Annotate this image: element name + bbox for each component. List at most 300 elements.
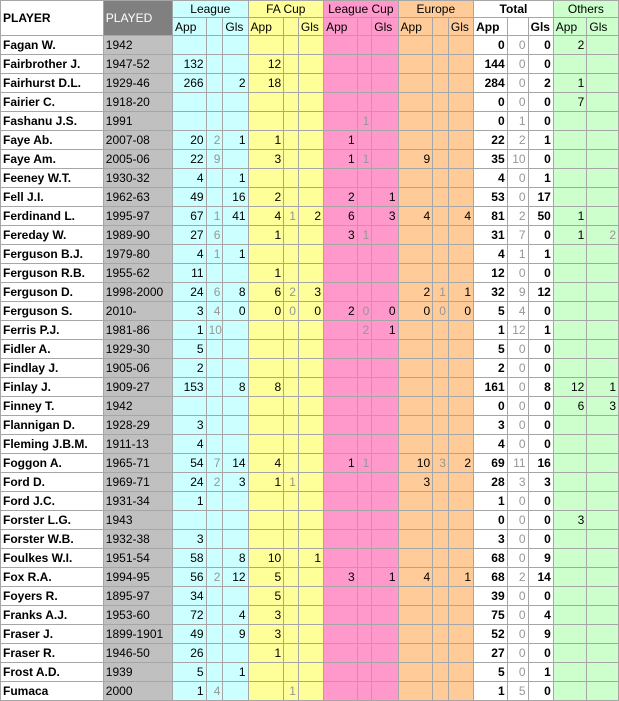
to-app-cell: 5 — [474, 302, 508, 321]
lg-sub-app-cell — [206, 663, 223, 682]
lg-gls-cell — [223, 435, 248, 454]
eu-app-cell — [398, 606, 433, 625]
lc-gls-cell — [372, 378, 398, 397]
lc-sub-app-cell — [357, 625, 372, 644]
lc-sub-app-cell — [357, 606, 372, 625]
eu-sub-app-cell — [433, 264, 449, 283]
ot-gls-cell — [587, 245, 619, 264]
to-gls-cell: 1 — [528, 663, 553, 682]
lg-gls-cell: 0 — [223, 302, 248, 321]
to-app-cell: 39 — [474, 587, 508, 606]
ot-gls-cell — [587, 606, 619, 625]
to-app-cell: 1 — [474, 492, 508, 511]
table-row — [1, 188, 619, 207]
lg-sub-app-cell — [206, 511, 223, 530]
played-years: 1998-2000 — [103, 283, 172, 302]
to-sub-app-cell: 0 — [507, 606, 528, 625]
eu-sub-app-cell — [433, 74, 449, 93]
fa-gls-cell: 0 — [298, 302, 323, 321]
to-app-cell: 4 — [474, 169, 508, 188]
lc-gls-cell — [372, 511, 398, 530]
eu-sub-app-cell — [433, 55, 449, 74]
ot-sub-header-app: App — [553, 18, 587, 36]
player-name: Fashanu J.S. — [1, 112, 104, 131]
played-years: 2000 — [103, 682, 172, 701]
fa-sub-app-cell — [284, 131, 299, 150]
fa-app-cell — [248, 340, 284, 359]
lg-app-cell: 58 — [173, 549, 207, 568]
lc-sub-app-cell — [357, 264, 372, 283]
played-years: 1918-20 — [103, 93, 172, 112]
to-sub-app-cell: 12 — [507, 321, 528, 340]
fa-gls-cell — [298, 112, 323, 131]
played-years: 2010- — [103, 302, 172, 321]
to-app-cell: 35 — [474, 150, 508, 169]
eu-gls-cell — [448, 644, 473, 663]
ot-app-cell — [553, 55, 587, 74]
fa-gls-cell — [298, 321, 323, 340]
to-app-cell: 4 — [474, 435, 508, 454]
to-gls-cell: 0 — [528, 587, 553, 606]
eu-app-cell — [398, 245, 433, 264]
fa-gls-cell — [298, 587, 323, 606]
lg-gls-cell: 8 — [223, 549, 248, 568]
lc-app-cell — [324, 625, 358, 644]
to-sub-app-cell: 0 — [507, 435, 528, 454]
lg-app-cell: 1 — [173, 321, 207, 340]
lg-gls-cell: 12 — [223, 568, 248, 587]
eu-sub-app-cell — [433, 226, 449, 245]
ot-gls-cell — [587, 473, 619, 492]
eu-sub-app-cell — [433, 340, 449, 359]
lg-app-cell: 49 — [173, 188, 207, 207]
lg-gls-cell — [223, 340, 248, 359]
player-name: Fraser R. — [1, 644, 104, 663]
fa-gls-cell — [298, 55, 323, 74]
fa-sub-app-cell — [284, 112, 299, 131]
fa-sub-app-cell — [284, 150, 299, 169]
eu-app-cell — [398, 416, 433, 435]
to-gls-cell: 0 — [528, 150, 553, 169]
lg-app-cell: 3 — [173, 302, 207, 321]
lg-app-cell: 24 — [173, 283, 207, 302]
lc-app-cell: 3 — [324, 568, 358, 587]
to-gls-cell: 16 — [528, 454, 553, 473]
ot-app-cell — [553, 264, 587, 283]
lc-app-cell — [324, 663, 358, 682]
ot-app-cell — [553, 321, 587, 340]
fa-sub-header-app: App — [248, 18, 284, 36]
lc-sub-app-cell — [357, 340, 372, 359]
fa-sub-app-cell — [284, 169, 299, 188]
to-gls-cell: 0 — [528, 682, 553, 701]
lg-app-cell: 67 — [173, 207, 207, 226]
lg-app-cell — [173, 397, 207, 416]
played-years: 1942 — [103, 397, 172, 416]
fa-gls-cell — [298, 397, 323, 416]
fa-gls-cell — [298, 511, 323, 530]
eu-app-cell — [398, 188, 433, 207]
ot-gls-cell — [587, 74, 619, 93]
lc-sub-app-cell — [357, 587, 372, 606]
lc-app-cell: 6 — [324, 207, 358, 226]
lg-sub-app-cell — [206, 359, 223, 378]
lc-app-cell — [324, 397, 358, 416]
eu-app-cell — [398, 397, 433, 416]
played-years: 1929-30 — [103, 340, 172, 359]
lg-app-cell: 22 — [173, 150, 207, 169]
ot-app-cell — [553, 283, 587, 302]
to-app-cell: 81 — [474, 207, 508, 226]
to-sub-app-cell: 2 — [507, 568, 528, 587]
player-name: Ferguson B.J. — [1, 245, 104, 264]
fa-app-cell — [248, 397, 284, 416]
fa-app-cell: 8 — [248, 378, 284, 397]
ot-app-cell — [553, 359, 587, 378]
fa-app-cell — [248, 663, 284, 682]
lc-gls-cell — [372, 549, 398, 568]
ot-app-cell — [553, 663, 587, 682]
to-app-cell: 0 — [474, 112, 508, 131]
eu-sub-app-cell — [433, 207, 449, 226]
ot-gls-cell — [587, 454, 619, 473]
to-sub-app-cell: 0 — [507, 264, 528, 283]
table-row — [1, 226, 619, 245]
lg-gls-cell — [223, 492, 248, 511]
played-years: 1965-71 — [103, 454, 172, 473]
lc-sub-app-cell — [357, 74, 372, 93]
total-group-header: Total — [474, 1, 554, 18]
played-years: 1969-71 — [103, 473, 172, 492]
ot-app-cell — [553, 131, 587, 150]
lg-gls-cell: 9 — [223, 625, 248, 644]
eu-gls-cell: 1 — [448, 568, 473, 587]
fa-app-cell — [248, 435, 284, 454]
to-sub-app-cell: 0 — [507, 492, 528, 511]
eu-app-cell: 9 — [398, 150, 433, 169]
eu-sub-app-cell — [433, 663, 449, 682]
lg-app-cell: 266 — [173, 74, 207, 93]
played-years: 1909-27 — [103, 378, 172, 397]
played-years: 1943 — [103, 511, 172, 530]
to-sub-app-cell: 10 — [507, 150, 528, 169]
ot-app-cell — [553, 587, 587, 606]
ot-gls-cell — [587, 283, 619, 302]
fa-sub-app-cell — [284, 416, 299, 435]
fa-app-cell: 5 — [248, 587, 284, 606]
to-gls-cell: 0 — [528, 397, 553, 416]
player-name: Fereday W. — [1, 226, 104, 245]
fa-sub-app-cell — [284, 321, 299, 340]
group-header-row — [1, 1, 619, 18]
eu-app-cell: 3 — [398, 473, 433, 492]
to-sub-app-cell: 0 — [507, 549, 528, 568]
lc-sub-app-cell: 0 — [357, 302, 372, 321]
ot-gls-cell — [587, 264, 619, 283]
eu-gls-cell — [448, 549, 473, 568]
lc-app-cell: 1 — [324, 150, 358, 169]
lg-gls-cell: 41 — [223, 207, 248, 226]
fa-app-cell: 2 — [248, 188, 284, 207]
table-row — [1, 207, 619, 226]
lc-gls-cell — [372, 663, 398, 682]
ot-app-cell: 6 — [553, 397, 587, 416]
fa-gls-cell — [298, 359, 323, 378]
to-gls-cell: 0 — [528, 36, 553, 55]
player-name: Finney T. — [1, 397, 104, 416]
lg-sub-app-cell: 1 — [206, 245, 223, 264]
ot-app-cell: 3 — [553, 511, 587, 530]
eu-app-cell — [398, 93, 433, 112]
player-name: Fidler A. — [1, 340, 104, 359]
table-row — [1, 644, 619, 663]
lg-sub-app-cell: 10 — [206, 321, 223, 340]
fa-sub-app-cell — [284, 55, 299, 74]
lg-app-cell: 1 — [173, 492, 207, 511]
lg-gls-cell — [223, 416, 248, 435]
lc-gls-cell — [372, 245, 398, 264]
fa-sub-app-cell — [284, 530, 299, 549]
eu-gls-cell — [448, 682, 473, 701]
eu-gls-cell — [448, 663, 473, 682]
to-sub-app-cell: 7 — [507, 226, 528, 245]
player-name: Fairhurst D.L. — [1, 74, 104, 93]
eu-gls-cell — [448, 625, 473, 644]
to-gls-cell: 14 — [528, 568, 553, 587]
lg-app-cell: 2 — [173, 359, 207, 378]
eu-app-cell: 4 — [398, 568, 433, 587]
lc-app-cell: 2 — [324, 188, 358, 207]
eu-sub-header-blank — [433, 18, 449, 36]
eu-app-cell — [398, 36, 433, 55]
fa-gls-cell — [298, 150, 323, 169]
to-gls-cell: 0 — [528, 302, 553, 321]
to-gls-cell: 1 — [528, 321, 553, 340]
lc-sub-app-cell — [357, 682, 372, 701]
eu-gls-cell — [448, 93, 473, 112]
lc-gls-cell — [372, 473, 398, 492]
lg-sub-app-cell — [206, 625, 223, 644]
lc-app-cell — [324, 416, 358, 435]
eu-sub-app-cell — [433, 549, 449, 568]
fa-sub-app-cell — [284, 644, 299, 663]
lg-sub-app-cell: 1 — [206, 207, 223, 226]
lc-app-cell: 3 — [324, 226, 358, 245]
lg-sub-app-cell — [206, 435, 223, 454]
to-sub-app-cell: 5 — [507, 682, 528, 701]
eu-sub-app-cell — [433, 530, 449, 549]
to-app-cell: 53 — [474, 188, 508, 207]
eu-sub-app-cell — [433, 435, 449, 454]
fa-app-cell: 18 — [248, 74, 284, 93]
to-sub-app-cell: 0 — [507, 378, 528, 397]
to-sub-app-cell: 0 — [507, 587, 528, 606]
lc-app-cell: 2 — [324, 302, 358, 321]
lg-gls-cell: 8 — [223, 283, 248, 302]
ot-gls-cell — [587, 55, 619, 74]
to-app-cell: 5 — [474, 663, 508, 682]
fa-gls-cell — [298, 264, 323, 283]
eu-gls-cell — [448, 188, 473, 207]
fa-gls-cell — [298, 131, 323, 150]
to-sub-app-cell: 0 — [507, 397, 528, 416]
ot-app-cell — [553, 530, 587, 549]
to-sub-app-cell: 0 — [507, 530, 528, 549]
to-gls-cell: 0 — [528, 264, 553, 283]
fa-sub-app-cell — [284, 188, 299, 207]
lg-sub-app-cell — [206, 340, 223, 359]
eu-gls-cell — [448, 511, 473, 530]
lc-sub-app-cell — [357, 188, 372, 207]
played-years: 1905-06 — [103, 359, 172, 378]
ot-app-cell — [553, 245, 587, 264]
eu-sub-app-cell — [433, 245, 449, 264]
lg-sub-app-cell: 6 — [206, 283, 223, 302]
lg-gls-cell — [223, 321, 248, 340]
ot-gls-cell — [587, 131, 619, 150]
eu-gls-cell — [448, 150, 473, 169]
lg-app-cell: 24 — [173, 473, 207, 492]
lg-gls-cell — [223, 93, 248, 112]
lg-sub-app-cell — [206, 587, 223, 606]
table-row — [1, 492, 619, 511]
lg-sub-app-cell — [206, 644, 223, 663]
fa-gls-cell — [298, 188, 323, 207]
to-gls-cell: 9 — [528, 625, 553, 644]
played-years: 1989-90 — [103, 226, 172, 245]
to-app-cell: 31 — [474, 226, 508, 245]
fa-app-cell: 12 — [248, 55, 284, 74]
lg-sub-app-cell — [206, 36, 223, 55]
eu-app-cell — [398, 112, 433, 131]
ot-gls-cell — [587, 359, 619, 378]
to-app-cell: 0 — [474, 36, 508, 55]
lc-app-cell — [324, 321, 358, 340]
to-gls-cell: 1 — [528, 169, 553, 188]
lg-sub-app-cell: 2 — [206, 568, 223, 587]
table-row — [1, 530, 619, 549]
table-row — [1, 131, 619, 150]
to-gls-cell: 0 — [528, 644, 553, 663]
europe-group-header: Europe — [398, 1, 474, 18]
lc-gls-cell — [372, 644, 398, 663]
lg-sub-app-cell: 4 — [206, 682, 223, 701]
ot-app-cell — [553, 169, 587, 188]
lg-sub-app-cell — [206, 112, 223, 131]
eu-gls-cell: 2 — [448, 454, 473, 473]
lg-gls-cell — [223, 150, 248, 169]
eu-app-cell — [398, 587, 433, 606]
fa-sub-app-cell — [284, 36, 299, 55]
lc-app-cell — [324, 682, 358, 701]
fa-sub-app-cell — [284, 359, 299, 378]
ot-app-cell: 1 — [553, 207, 587, 226]
fa-app-cell — [248, 530, 284, 549]
lc-sub-app-cell — [357, 568, 372, 587]
table-row — [1, 549, 619, 568]
table-row — [1, 321, 619, 340]
lg-gls-cell — [223, 511, 248, 530]
fa-app-cell: 10 — [248, 549, 284, 568]
lc-sub-header-app: App — [324, 18, 358, 36]
lc-app-cell — [324, 378, 358, 397]
to-sub-app-cell: 0 — [507, 93, 528, 112]
lc-sub-header-gls: Gls — [372, 18, 398, 36]
eu-gls-cell — [448, 492, 473, 511]
to-gls-cell: 0 — [528, 492, 553, 511]
lg-gls-cell: 1 — [223, 131, 248, 150]
lc-app-cell — [324, 36, 358, 55]
eu-sub-app-cell — [433, 321, 449, 340]
to-app-cell: 68 — [474, 568, 508, 587]
player-name: Ferdinand L. — [1, 207, 104, 226]
fa-sub-app-cell: 1 — [284, 682, 299, 701]
lg-app-cell: 27 — [173, 226, 207, 245]
fa-gls-cell — [298, 226, 323, 245]
lc-gls-cell — [372, 55, 398, 74]
table-row — [1, 473, 619, 492]
eu-app-cell — [398, 378, 433, 397]
lg-sub-app-cell — [206, 264, 223, 283]
eu-app-cell — [398, 492, 433, 511]
lc-app-cell — [324, 169, 358, 188]
fa-app-cell — [248, 416, 284, 435]
lg-app-cell: 1 — [173, 682, 207, 701]
eu-sub-app-cell — [433, 188, 449, 207]
lc-gls-cell — [372, 340, 398, 359]
played-years: 1953-60 — [103, 606, 172, 625]
lc-gls-cell — [372, 169, 398, 188]
to-gls-cell: 1 — [528, 131, 553, 150]
table-row — [1, 663, 619, 682]
table-row — [1, 511, 619, 530]
eu-gls-cell — [448, 416, 473, 435]
lg-app-cell: 4 — [173, 435, 207, 454]
ot-gls-cell — [587, 321, 619, 340]
league-group-header: League — [173, 1, 249, 18]
to-app-cell: 161 — [474, 378, 508, 397]
lc-app-cell — [324, 530, 358, 549]
lc-gls-cell — [372, 530, 398, 549]
eu-app-cell — [398, 55, 433, 74]
ot-gls-cell — [587, 188, 619, 207]
lg-sub-app-cell: 4 — [206, 302, 223, 321]
player-name: Frost A.D. — [1, 663, 104, 682]
lg-gls-cell: 16 — [223, 188, 248, 207]
eu-gls-cell — [448, 112, 473, 131]
to-sub-header-app: App — [474, 18, 508, 36]
eu-app-cell — [398, 131, 433, 150]
to-gls-cell: 0 — [528, 530, 553, 549]
ot-gls-cell: 3 — [587, 397, 619, 416]
ot-gls-cell — [587, 169, 619, 188]
ot-gls-cell — [587, 511, 619, 530]
lc-sub-app-cell — [357, 207, 372, 226]
to-gls-cell: 0 — [528, 93, 553, 112]
lc-app-cell — [324, 644, 358, 663]
to-sub-app-cell: 0 — [507, 169, 528, 188]
eu-sub-app-cell — [433, 36, 449, 55]
lc-gls-cell: 1 — [372, 321, 398, 340]
fa-sub-app-cell: 2 — [284, 283, 299, 302]
player-name: Ferguson S. — [1, 302, 104, 321]
lc-sub-app-cell — [357, 378, 372, 397]
ot-app-cell — [553, 625, 587, 644]
lc-app-cell — [324, 283, 358, 302]
league-cup-group-header: League Cup — [324, 1, 398, 18]
played-years: 1951-54 — [103, 549, 172, 568]
eu-sub-app-cell — [433, 150, 449, 169]
